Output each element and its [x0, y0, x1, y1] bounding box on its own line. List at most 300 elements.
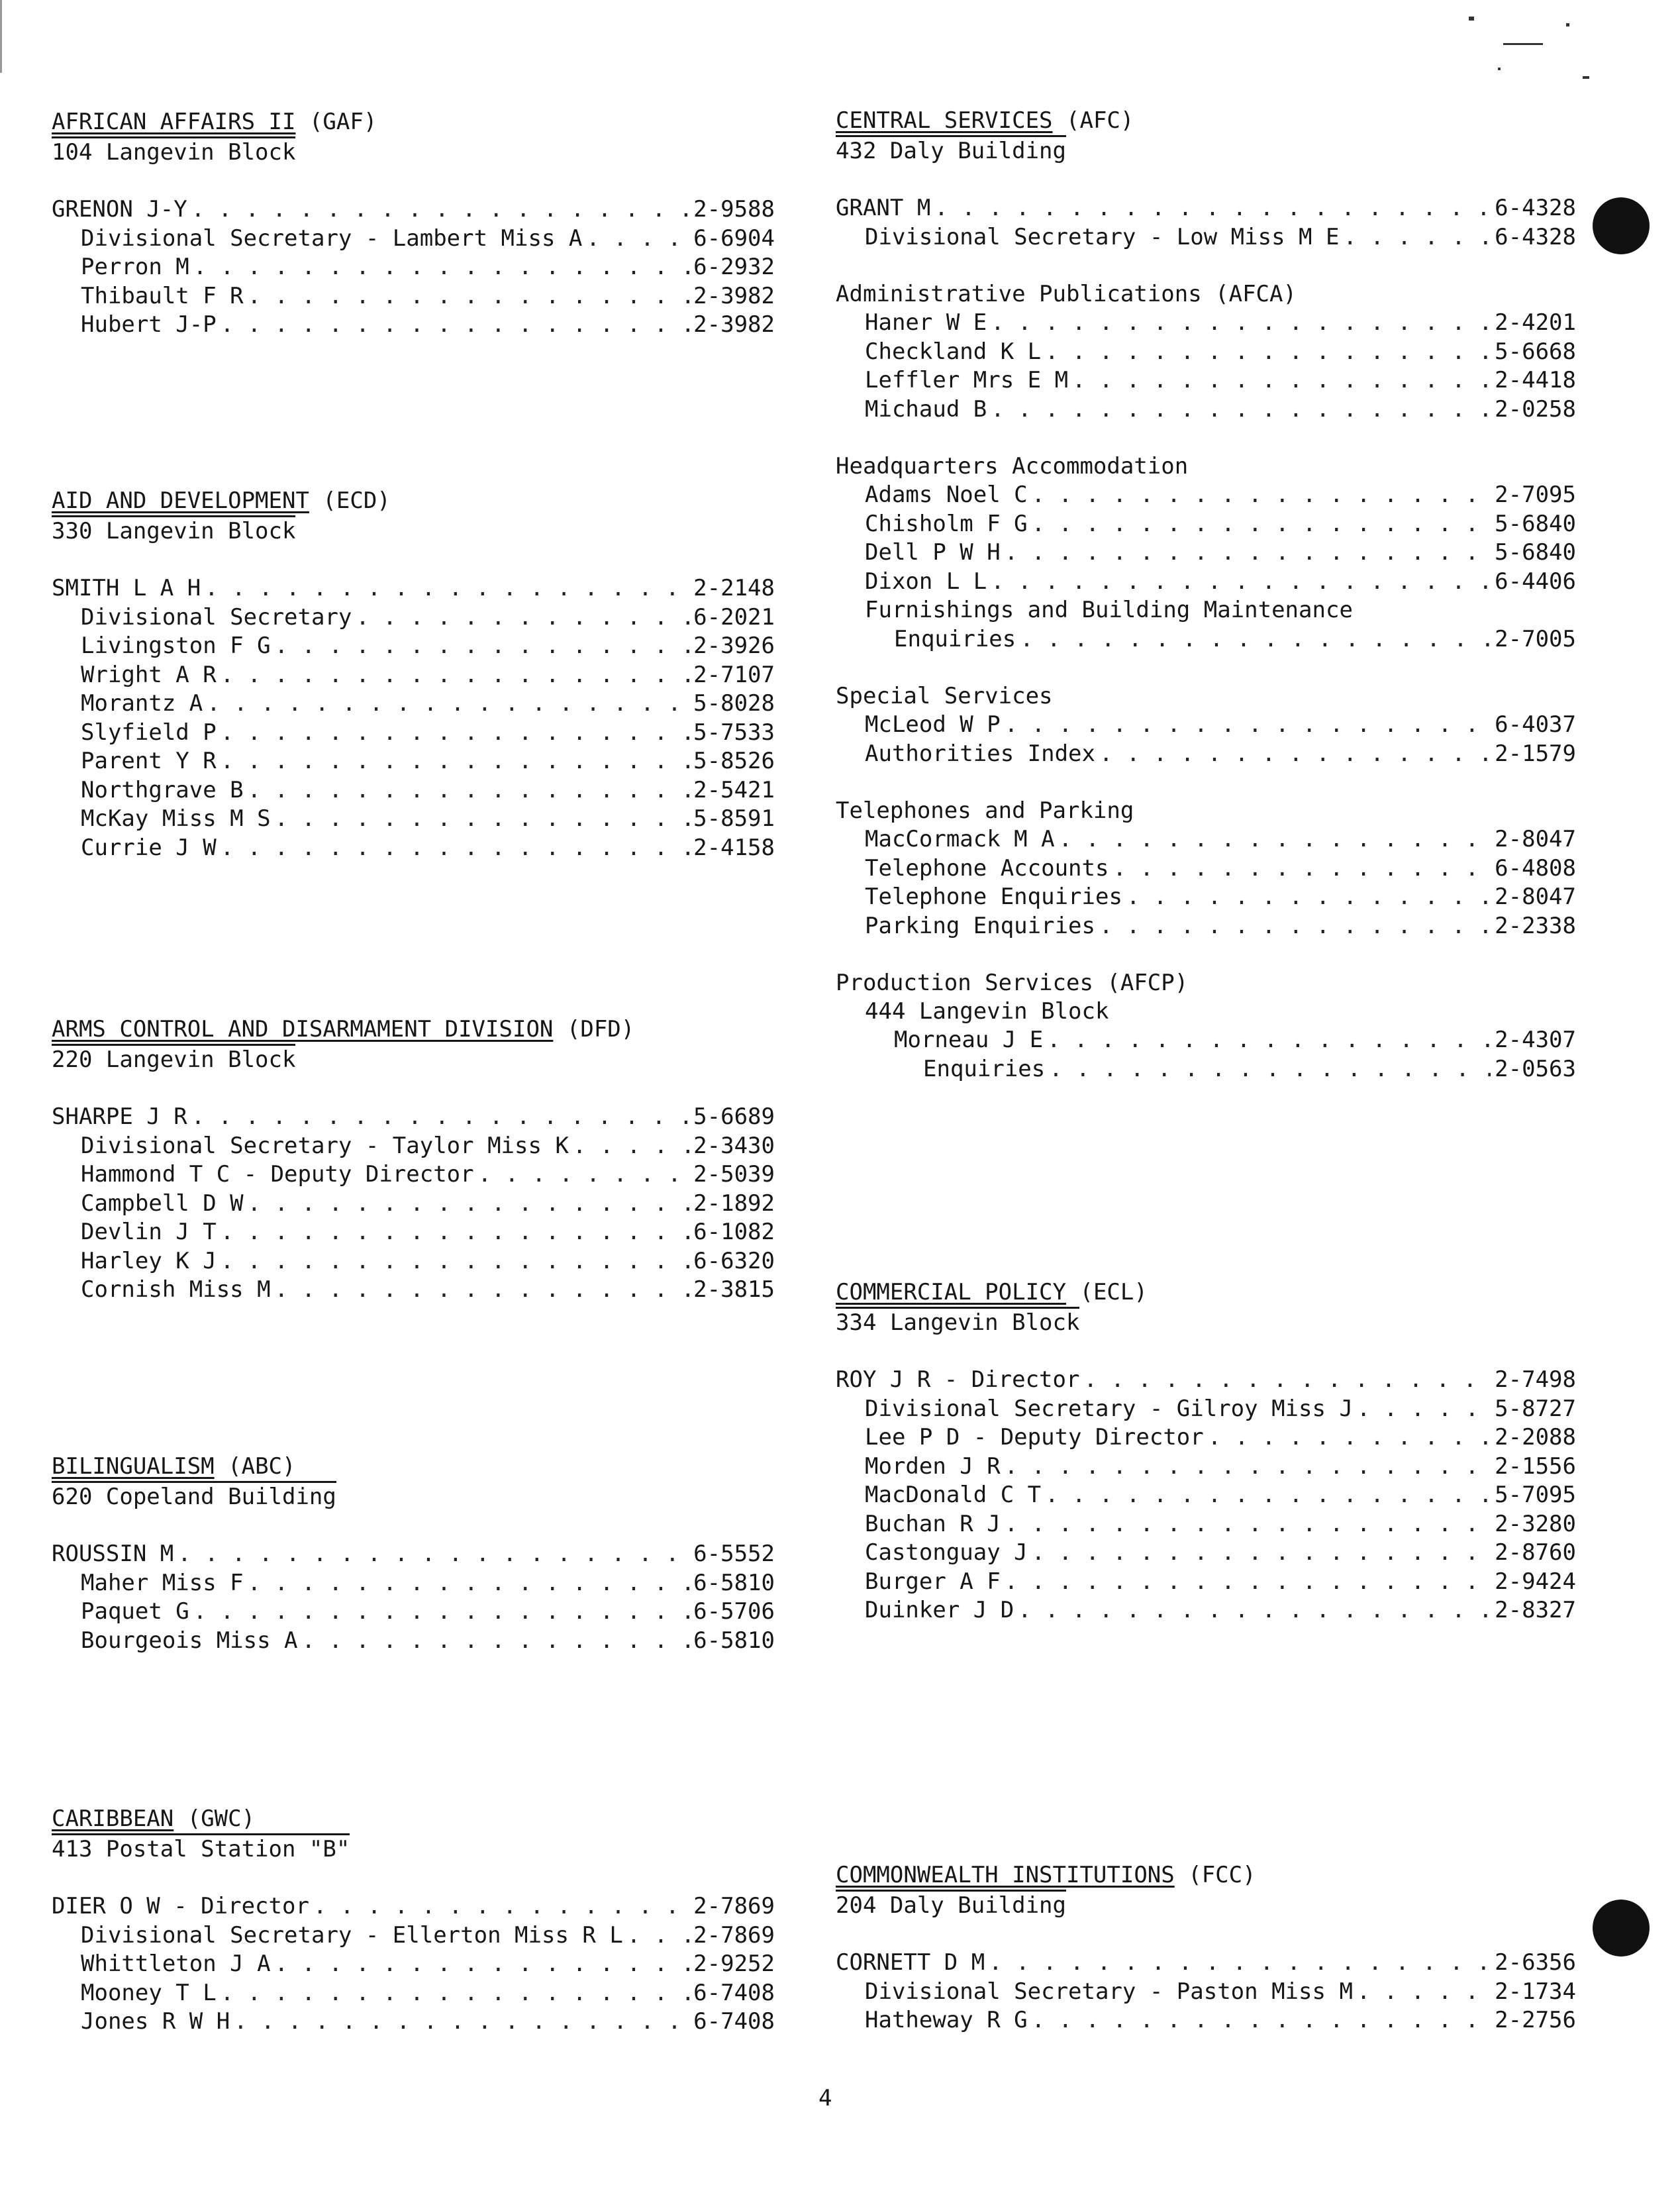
entry-name: Hatheway R G — [865, 2007, 1028, 2033]
dot-leader — [989, 1949, 1491, 1978]
entry-phone: 6-6904 — [693, 225, 775, 252]
dot-leader — [275, 1276, 690, 1305]
directory-entry — [52, 1218, 775, 1247]
directory-entry — [836, 395, 1576, 425]
directory-entry — [836, 1510, 1576, 1539]
entry-phone: 2-4418 — [1495, 367, 1576, 393]
section-address: 104 Langevin Block — [52, 136, 295, 167]
entry-phone: 6-4037 — [1495, 711, 1576, 738]
entry-list — [836, 825, 1576, 940]
subsection-title: Headquarters Accommodation — [836, 453, 1189, 480]
entry-list — [836, 1949, 1576, 2035]
dot-leader — [1208, 1423, 1491, 1452]
entry-phone: 2-9424 — [1495, 1568, 1576, 1595]
entry-phone: 2-0258 — [1495, 395, 1576, 423]
directory-entry — [52, 1892, 775, 1921]
entry-phone: 6-7408 — [693, 2008, 775, 2035]
entry-name: Divisional Secretary - Ellerton Miss R L — [81, 1921, 623, 1949]
section-address: 330 Langevin Block — [52, 515, 295, 546]
dot-leader — [177, 1540, 689, 1569]
section-arms-control — [52, 1015, 775, 1305]
entry-list — [52, 1892, 775, 2037]
entry-name: Checkland K L — [865, 338, 1042, 365]
dot-leader — [221, 1247, 689, 1276]
entry-name: Devlin J T — [81, 1219, 217, 1245]
entry-phone: 2-9588 — [693, 196, 775, 223]
entry-name: Divisional Secretary - Paston Miss M — [865, 1978, 1353, 2005]
directory-entry — [52, 661, 775, 690]
entry-list — [52, 1103, 775, 1305]
entry-phone: 6-5810 — [693, 1569, 775, 1596]
entry-list — [52, 574, 775, 862]
scan-speck — [1469, 17, 1474, 21]
entry-phone: 6-2932 — [693, 254, 775, 280]
directory-entry — [52, 1160, 775, 1190]
entry-name: Enquiries — [894, 625, 1016, 652]
entry-phone: 6-7408 — [693, 1979, 775, 2006]
directory-entry — [52, 834, 775, 863]
directory-entry — [836, 309, 1576, 338]
directory-entry — [52, 1103, 775, 1132]
dot-leader — [221, 661, 689, 690]
entry-phone: 5-7095 — [1495, 1482, 1576, 1508]
directory-entry — [52, 574, 775, 603]
entry-name: Castonguay J — [865, 1539, 1028, 1566]
entry-name: Telephone Accounts — [865, 854, 1109, 882]
directory-entry — [52, 1569, 775, 1598]
entry-phone: 2-7869 — [693, 1921, 775, 1949]
dot-leader — [1357, 1978, 1491, 2007]
directory-entry — [52, 1276, 775, 1305]
entry-name: Parking Enquiries — [865, 912, 1095, 939]
dot-leader — [193, 253, 689, 282]
entry-name: Divisional Secretary — [81, 603, 352, 631]
dot-leader — [275, 632, 690, 661]
subsection-address: 444 Langevin Block — [865, 998, 1109, 1025]
entry-phone: 2-1734 — [1495, 1978, 1576, 2005]
page-number: 4 — [818, 2085, 832, 2111]
entry-phone: 2-5421 — [693, 776, 775, 803]
directory-entry — [52, 1950, 775, 1979]
directory-entry — [836, 194, 1576, 223]
directory-entry — [52, 1979, 775, 2008]
directory-entry — [52, 282, 775, 311]
entry-phone: 6-5706 — [693, 1598, 775, 1625]
entry-phone: 2-2756 — [1495, 2007, 1576, 2033]
scan-speck — [1503, 43, 1543, 45]
entry-name: Maher Miss F — [81, 1569, 244, 1596]
entry-name: Enquiries — [923, 1055, 1046, 1082]
entry-phone: 2-9252 — [693, 1951, 775, 1977]
section-address: 432 Daly Building — [836, 135, 1066, 166]
directory-entry — [836, 883, 1576, 912]
entry-phone: 5-6840 — [1495, 510, 1576, 537]
entry-phone: 6-4328 — [1495, 223, 1576, 250]
entry-phone: 5-8028 — [693, 690, 775, 717]
directory-entry — [836, 1395, 1576, 1424]
section-heading: AFRICAN AFFAIRS II (GAF) — [52, 109, 377, 135]
dot-leader — [1045, 338, 1491, 367]
entry-name: Whittleton J A — [81, 1951, 271, 1977]
entry-phone: 2-7005 — [1495, 625, 1576, 652]
dot-leader — [1032, 481, 1491, 510]
dot-leader — [1059, 825, 1491, 854]
directory-entry — [836, 1055, 1576, 1084]
section-african-affairs — [52, 108, 775, 340]
directory-entry — [52, 1190, 775, 1219]
section-heading: CARIBBEAN (GWC) — [52, 1805, 256, 1832]
dot-leader — [207, 689, 689, 719]
directory-entry — [836, 1539, 1576, 1568]
dot-leader — [1005, 1452, 1491, 1482]
subsection-title: Administrative Publications (AFCA) — [836, 281, 1297, 307]
entry-name: Paquet G — [81, 1598, 189, 1625]
directory-entry — [52, 1540, 775, 1569]
entry-name: Livingston F G — [81, 633, 271, 659]
scan-speck — [1498, 68, 1501, 70]
entry-phone: 5-7533 — [693, 719, 775, 746]
entry-name: Morantz A — [81, 690, 203, 717]
entry-name: Hubert J-P — [81, 311, 217, 338]
subsection-hq-accommodation — [836, 452, 1576, 654]
entry-name: Adams Noel C — [865, 482, 1028, 508]
entry-name: Divisional Secretary - Taylor Miss K — [81, 1132, 569, 1159]
entry-phone: 2-4201 — [1495, 309, 1576, 336]
scan-edge-line — [0, 0, 2, 73]
entry-phone: 2-4307 — [1495, 1027, 1576, 1053]
directory-entry — [836, 1423, 1576, 1452]
section-heading: CENTRAL SERVICES (AFC) — [836, 107, 1134, 134]
subsection-telephones-parking — [836, 797, 1576, 940]
entry-phone: 2-7107 — [693, 661, 775, 688]
section-heading: ARMS CONTROL AND DISARMAMENT DIVISION (DFD) — [52, 1016, 635, 1042]
dot-leader — [991, 395, 1491, 425]
entry-phone: 2-6356 — [1495, 1949, 1576, 1976]
entry-name: Michaud B — [865, 395, 987, 423]
entry-name: Haner W E — [865, 309, 987, 336]
entry-name: Slyfield P — [81, 719, 217, 746]
scan-speck — [1583, 76, 1589, 79]
punch-hole-bottom — [1593, 1900, 1650, 1956]
directory-entry — [836, 510, 1576, 539]
directory-entry — [836, 481, 1576, 510]
entry-name: Duinker J D — [865, 1597, 1014, 1623]
entry-name: Currie J W — [81, 834, 217, 861]
entry-phone: 2-7498 — [1495, 1366, 1576, 1393]
section-heading: COMMERCIAL POLICY (ECL) — [836, 1279, 1148, 1305]
entry-phone: 5-6840 — [1495, 539, 1576, 566]
entry-phone: 5-6689 — [693, 1103, 775, 1130]
dot-leader — [1047, 1026, 1491, 1055]
dot-leader — [302, 1627, 690, 1656]
dot-leader — [1099, 740, 1491, 769]
directory-entry — [836, 568, 1576, 597]
section-address: 334 Langevin Block — [836, 1307, 1079, 1337]
dot-leader — [248, 1190, 690, 1219]
entry-name: GRANT M — [836, 195, 931, 221]
section-bilingualism — [52, 1452, 775, 1655]
entry-name: Wright A R — [81, 661, 217, 688]
section-heading: BILINGUALISM (ABC) — [52, 1453, 296, 1480]
section-heading: COMMONWEALTH INSTITUTIONS (FCC) — [836, 1862, 1256, 1888]
entry-phone: 2-2148 — [693, 575, 775, 601]
directory-entry — [836, 1596, 1576, 1625]
entry-phone: 2-8760 — [1495, 1539, 1576, 1566]
dot-leader — [1083, 1366, 1491, 1395]
dot-leader — [1005, 711, 1491, 740]
directory-entry — [836, 2006, 1576, 2035]
dot-leader — [221, 747, 689, 776]
entry-name: Perron M — [81, 254, 189, 280]
entry-name: Jones R W H — [81, 2008, 230, 2035]
entry-name: Divisional Secretary - Low Miss M E — [865, 223, 1340, 250]
dot-leader — [248, 776, 690, 805]
subsection-admin-publications — [836, 280, 1576, 424]
entry-name: Thibault F R — [81, 282, 244, 309]
entry-phone: 2-3430 — [693, 1132, 775, 1159]
dot-leader — [934, 194, 1491, 223]
entry-name: Telephone Enquiries — [865, 884, 1122, 910]
section-address: 204 Daly Building — [836, 1890, 1066, 1920]
entry-phone: 2-2338 — [1495, 912, 1576, 939]
entry-phone: 2-1579 — [1495, 740, 1576, 767]
directory-entry — [836, 912, 1576, 941]
dot-leader — [627, 1921, 689, 1951]
entry-phone: 5-6668 — [1495, 338, 1576, 365]
entry-name: Buchan R J — [865, 1510, 1001, 1537]
dot-leader — [275, 1950, 690, 1979]
entry-list — [836, 1366, 1576, 1625]
dot-leader — [573, 1132, 689, 1161]
dot-leader — [248, 282, 690, 311]
dot-leader — [991, 309, 1491, 338]
directory-entry — [836, 223, 1576, 252]
directory-entry — [52, 747, 775, 776]
entry-name: SMITH L A H — [52, 575, 201, 601]
directory-entry — [52, 311, 775, 340]
directory-entry — [836, 1366, 1576, 1395]
directory-entry — [52, 195, 775, 225]
entry-list — [836, 481, 1576, 596]
dot-leader — [1343, 223, 1491, 252]
entry-phone: 2-0563 — [1495, 1055, 1576, 1082]
dot-leader — [193, 1598, 689, 1627]
entry-phone: 2-8047 — [1495, 826, 1576, 852]
entry-name: CORNETT D M — [836, 1949, 985, 1976]
dot-leader — [275, 805, 690, 834]
dot-leader — [1032, 510, 1491, 539]
entry-name: Bourgeois Miss A — [81, 1627, 298, 1654]
entry-name: ROY J R - Director — [836, 1366, 1080, 1393]
section-commercial-policy — [836, 1278, 1576, 1625]
dot-leader — [478, 1160, 690, 1190]
directory-entry — [52, 253, 775, 282]
directory-entry — [836, 711, 1576, 740]
dot-leader — [221, 834, 689, 863]
entry-phone: 2-3982 — [693, 311, 775, 338]
entry-phone: 6-5810 — [693, 1627, 775, 1654]
dot-leader — [221, 1979, 689, 2008]
directory-entry — [836, 1452, 1576, 1482]
entry-phone: 2-7869 — [693, 1893, 775, 1919]
directory-entry — [836, 538, 1576, 568]
entry-name: Divisional Secretary - Lambert Miss A — [81, 225, 583, 252]
dot-leader — [191, 1103, 689, 1132]
entry-phone: 2-1892 — [693, 1190, 775, 1217]
directory-entry — [836, 366, 1576, 395]
entry-phone: 2-7095 — [1495, 482, 1576, 508]
entry-name: Dixon L L — [865, 568, 987, 595]
entry-name: Morden J R — [865, 1452, 1001, 1480]
directory-entry — [836, 338, 1576, 367]
directory-entry — [52, 1598, 775, 1627]
dot-leader — [586, 225, 689, 254]
dot-leader — [234, 2007, 689, 2037]
entry-phone: 2-3926 — [693, 633, 775, 659]
directory-entry — [52, 1627, 775, 1656]
entry-phone: 6-6320 — [693, 1247, 775, 1274]
dot-leader — [221, 719, 689, 748]
entry-phone: 6-4406 — [1495, 568, 1576, 595]
entry-phone: 6-4328 — [1495, 195, 1576, 221]
entry-name: McKay Miss M S — [81, 805, 271, 832]
entry-phone: 2-2088 — [1495, 1424, 1576, 1450]
entry-name: Authorities Index — [865, 740, 1095, 767]
subsection-special-services — [836, 682, 1576, 768]
entry-name: DIER O W - Director — [52, 1893, 309, 1919]
dot-leader — [1032, 1539, 1491, 1568]
directory-entry — [52, 225, 775, 254]
directory-entry — [52, 805, 775, 834]
entry-phone: 5-8591 — [693, 805, 775, 832]
dot-leader — [221, 1218, 689, 1247]
entry-name: Chisholm F G — [865, 510, 1028, 537]
dot-leader — [313, 1892, 689, 1921]
directory-entry — [52, 719, 775, 748]
section-caribbean — [52, 1805, 775, 2037]
entry-phone: 2-3815 — [693, 1276, 775, 1303]
section-address: 220 Langevin Block — [52, 1044, 295, 1074]
furnishings-line: Furnishings and Building Maintenance — [865, 597, 1353, 623]
entry-phone: 5-8526 — [693, 748, 775, 774]
entry-list — [836, 194, 1576, 252]
entry-name: Harley K J — [81, 1247, 217, 1274]
dot-leader — [1045, 1481, 1491, 1510]
entry-list — [52, 195, 775, 340]
dot-leader — [1049, 1055, 1491, 1084]
directory-entry — [836, 1949, 1576, 1978]
dot-leader — [1032, 2006, 1491, 2035]
entry-phone: 6-1082 — [693, 1219, 775, 1245]
entry-name: Cornish Miss M — [81, 1276, 271, 1303]
subsection-title: Telephones and Parking — [836, 797, 1134, 824]
subsection-title: Special Services — [836, 683, 1053, 709]
entry-name: Divisional Secretary - Gilroy Miss J — [865, 1395, 1353, 1422]
directory-entry — [836, 1481, 1576, 1510]
subsection-production-services — [836, 969, 1576, 1084]
entry-phone: 2-5039 — [693, 1161, 775, 1188]
entry-name: ROUSSIN M — [52, 1541, 174, 1567]
entry-name: McLeod W P — [865, 711, 1001, 738]
entry-name: Lee P D - Deputy Director — [865, 1424, 1204, 1450]
directory-entry — [836, 1978, 1576, 2007]
dot-leader — [1005, 1510, 1491, 1539]
directory-entry — [836, 1026, 1576, 1055]
entry-phone: 2-1556 — [1495, 1452, 1576, 1480]
directory-entry — [836, 854, 1576, 884]
entry-list — [52, 1540, 775, 1655]
section-address: 620 Copeland Building — [52, 1481, 336, 1511]
directory-entry — [52, 2007, 775, 2037]
directory-entry — [836, 740, 1576, 769]
entry-phone: 2-3280 — [1495, 1510, 1576, 1537]
dot-leader — [205, 574, 689, 603]
dot-leader — [1005, 1568, 1491, 1597]
entry-name: Campbell D W — [81, 1190, 244, 1217]
directory-entry — [52, 632, 775, 661]
entry-name: Burger A F — [865, 1568, 1001, 1595]
entry-name: Mooney T L — [81, 1979, 217, 2006]
dot-leader — [1099, 912, 1491, 941]
directory-entry — [52, 1921, 775, 1951]
directory-entry — [52, 1247, 775, 1276]
section-aid-development — [52, 487, 775, 862]
entry-name: SHARPE J R — [52, 1103, 187, 1130]
entry-name: Morneau J E — [894, 1027, 1044, 1053]
dot-leader — [356, 603, 689, 633]
entry-name: Parent Y R — [81, 748, 217, 774]
directory-entry — [52, 689, 775, 719]
directory-entry — [836, 625, 1576, 654]
dot-leader — [221, 311, 689, 340]
entry-phone: 2-4158 — [693, 834, 775, 861]
section-central-services — [836, 107, 1576, 1084]
dot-leader — [191, 195, 689, 225]
scan-speck — [1566, 23, 1569, 26]
entry-name: Northgrave B — [81, 776, 244, 803]
dot-leader — [1357, 1395, 1491, 1424]
entry-phone: 2-8047 — [1495, 884, 1576, 910]
dot-leader — [991, 568, 1491, 597]
subsection-title: Production Services (AFCP) — [836, 970, 1189, 996]
section-heading: AID AND DEVELOPMENT (ECD) — [52, 487, 391, 514]
entry-phone: 6-2021 — [693, 603, 775, 631]
entry-name: Leffler Mrs E M — [865, 367, 1069, 393]
dot-leader — [248, 1569, 690, 1598]
entry-list — [836, 309, 1576, 424]
dot-leader — [1020, 625, 1491, 654]
section-commonwealth-institutions — [836, 1861, 1576, 2035]
entry-name: GRENON J-Y — [52, 196, 187, 223]
entry-phone: 5-8727 — [1495, 1395, 1576, 1422]
directory-entry — [52, 776, 775, 805]
entry-phone: 6-5552 — [693, 1541, 775, 1567]
dot-leader — [1072, 366, 1491, 395]
entry-name: Dell P W H — [865, 539, 1001, 566]
entry-name: MacDonald C T — [865, 1482, 1042, 1508]
directory-entry — [836, 1568, 1576, 1597]
directory-entry — [836, 825, 1576, 854]
punch-hole-top — [1593, 197, 1650, 254]
dot-leader — [1126, 883, 1491, 912]
entry-list — [836, 711, 1576, 768]
dot-leader — [1018, 1596, 1491, 1625]
dot-leader — [1112, 854, 1491, 884]
dot-leader — [1005, 538, 1491, 568]
directory-entry — [52, 1132, 775, 1161]
entry-phone: 2-3982 — [693, 282, 775, 309]
section-address: 413 Postal Station "B" — [52, 1833, 350, 1864]
